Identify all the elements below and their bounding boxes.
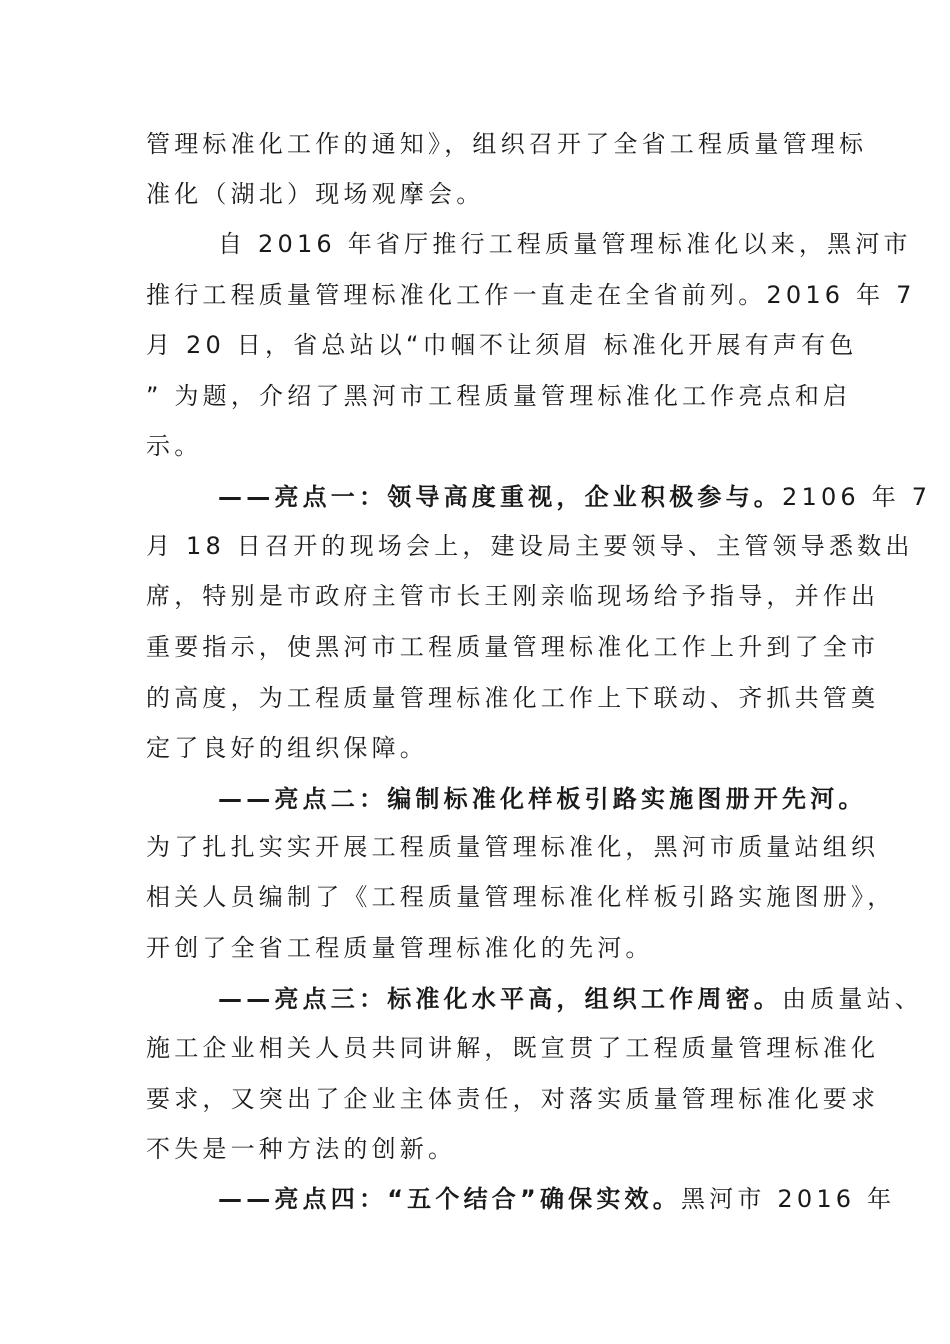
text-line: 席，特别是市政府主管市长王刚亲临现场给予指导，并作出 bbox=[146, 582, 880, 610]
text-line: 的高度，为工程质量管理标准化工作上下联动、齐抓共管奠 bbox=[146, 684, 880, 712]
text-line: 月 20 日，省总站以“巾帼不让须眉 标准化开展有声有色 bbox=[146, 331, 858, 359]
text-line: 定了良好的组织保障。 bbox=[146, 734, 428, 762]
highlight-heading: ——亮点二：编制标准化样板引路实施图册开先河。 bbox=[218, 785, 867, 813]
highlight-text: 由质量站、 bbox=[782, 985, 923, 1013]
text-line: ” 为题，介绍了黑河市工程质量管理标准化工作亮点和启 bbox=[146, 382, 852, 410]
text-line: 开创了全省工程质量管理标准化的先河。 bbox=[146, 934, 654, 962]
text-line: 为了扎扎实实开展工程质量管理标准化，黑河市质量站组织 bbox=[146, 833, 880, 861]
highlight-line bbox=[218, 783, 867, 815]
highlight-line bbox=[218, 481, 931, 513]
text-line: 准化（湖北）现场观摩会。 bbox=[146, 180, 485, 208]
highlight-text: 2106 年 7 bbox=[782, 483, 932, 511]
text-line: 推行工程质量管理标准化工作一直走在全省前列。2016 年 7 bbox=[146, 281, 916, 309]
text-line: 不失是一种方法的创新。 bbox=[146, 1135, 457, 1163]
text-line: 相关人员编制了《工程质量管理标准化样板引路实施图册》， bbox=[146, 883, 896, 911]
highlight-heading: ——亮点四：“五个结合”确保实效。 bbox=[218, 1185, 681, 1213]
highlight-heading: ——亮点一：领导高度重视，企业积极参与。 bbox=[218, 483, 782, 511]
highlight-line bbox=[218, 983, 923, 1015]
paragraph-first-line: 自 2016 年省厅推行工程质量管理标准化以来，黑河市 bbox=[218, 230, 912, 258]
text-line: 重要指示，使黑河市工程质量管理标准化工作上升到了全市 bbox=[146, 633, 880, 661]
text-line: 要求，又突出了企业主体责任，对落实质量管理标准化要求 bbox=[146, 1085, 880, 1113]
text-line: 施工企业相关人员共同讲解，既宣贯了工程质量管理标准化 bbox=[146, 1034, 880, 1062]
text-line: 管理标准化工作的通知》，组织召开了全省工程质量管理标 bbox=[146, 130, 868, 158]
highlight-line bbox=[218, 1183, 895, 1215]
text-line: 示。 bbox=[146, 432, 203, 460]
text-line: 月 18 日召开的现场会上，建设局主要领导、主管领导悉数出 bbox=[146, 532, 914, 560]
highlight-text: 黑河市 2016 年 bbox=[680, 1185, 896, 1213]
highlight-heading: ——亮点三：标准化水平高，组织工作周密。 bbox=[218, 985, 782, 1013]
